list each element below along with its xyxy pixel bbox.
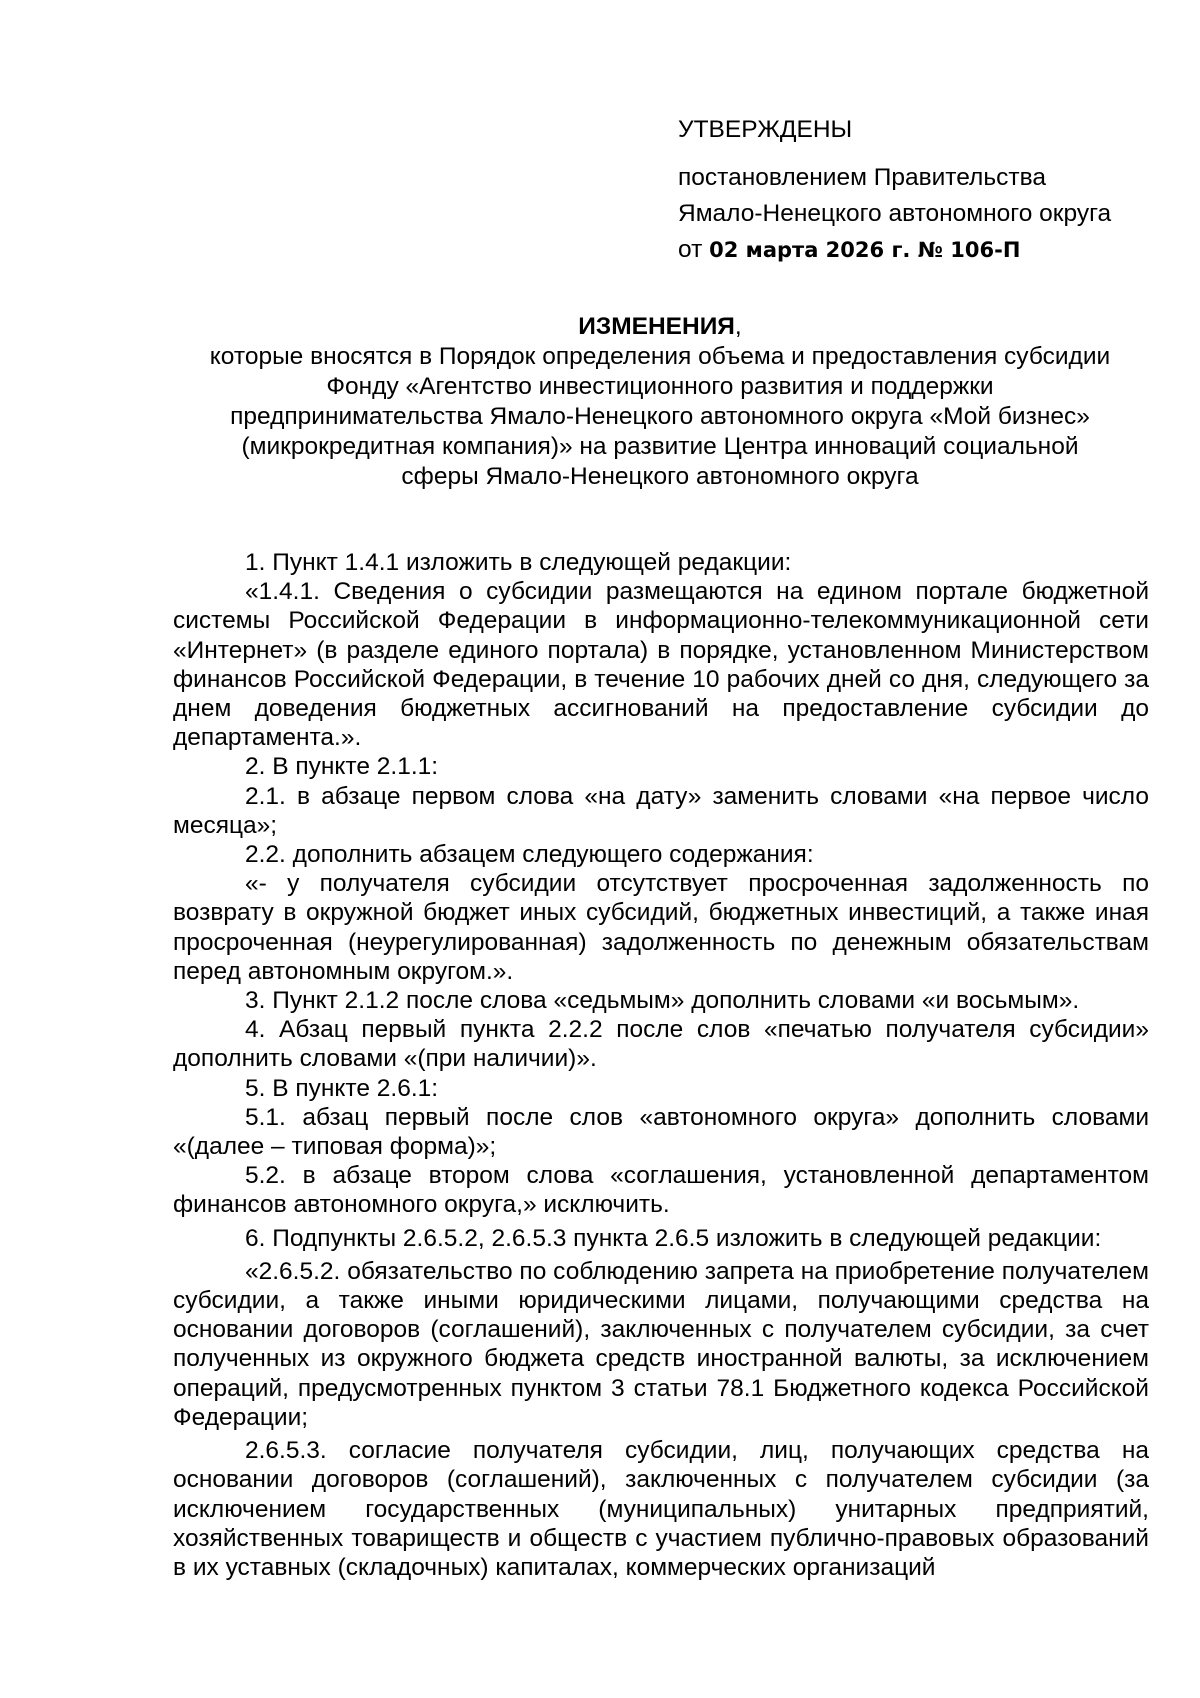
paragraph-5: 5. В пункте 2.6.1: xyxy=(245,1074,439,1102)
approval-line-2: Ямало-Ненецкого автономного округа xyxy=(678,200,1112,227)
paragraph-1-quote: «1.4.1. Сведения о субсидии размещаются на едином портале бюджетной системы Российской Федерации в информационно-телекоммуникационной сети «Интернет» (в разделе единого портала) в порядке, установленном Министерством финансов Российской Федерации, в течение 10 рабочих дней со дня, следующего за днем доведения бюджетных ассигнований на предоставление субсидии до департамента.». xyxy=(173,578,1149,752)
heading-title-suffix: , xyxy=(734,313,742,340)
paragraph-5-2: 5.2. в абзаце втором слова «соглашения, установленной департаментом финансов автономного округа,» исключить. xyxy=(173,1162,1149,1219)
document-heading xyxy=(160,312,1160,492)
approval-date-value: 02 марта 2026 г. № 106-П xyxy=(709,238,1021,262)
paragraph-2-1: 2.1. в абзаце первом слова «на дату» заменить словами «на первое число месяца»; xyxy=(173,782,1149,839)
heading-line-2: Фонду «Агентство инвестиционного развития и поддержки xyxy=(326,373,994,400)
paragraph-6-quote-1: «2.6.5.2. обязательство по соблюдению запрета на приобретение получателем субсидии, а также иными юридическими лицами, получающими средства на основании договоров (соглашений), заключенных с получателем субсидии, за счет полученных из окружного бюджета средств иностранной валюты, за исключением операций, предусмотренных пунктом 3 статьи 78.1 Бюджетного кодекса Российской Федерации; xyxy=(173,1257,1149,1431)
approval-date-line xyxy=(678,232,1148,268)
heading-line-4: (микрокредитная компания)» на развитие Центра инноваций социальной xyxy=(241,433,1079,460)
paragraph-4: 4. Абзац первый пункта 2.2.2 после слов «печатью получателя субсидии» дополнить словами «(при наличии)». xyxy=(173,1016,1149,1073)
heading-line-1: которые вносятся в Порядок определения объема и предоставления субсидии xyxy=(209,343,1111,370)
paragraph-6-quote-2: 2.6.5.3. согласие получателя субсидии, лиц, получающих средства на основании договоров (соглашений), заключенных с получателем субсидии (за исключением государственных (муниципальных) унитарных предприятий, хозяйственных товариществ и обществ с участием публично-правовых образований в их уставных (складочных) капиталах, коммерческих организаций xyxy=(173,1437,1149,1581)
paragraph-2-2-quote: «- у получателя субсидии отсутствует просроченная задолженность по возврату в окружной бюджет иных субсидий, бюджетных инвестиций, а также иная просроченная (неурегулированная) задолженность по денежным обязательствам перед автономным округом.». xyxy=(173,870,1149,985)
heading-line-3: предпринимательства Ямало-Ненецкого автономного округа «Мой бизнес» xyxy=(230,403,1090,430)
heading-title: ИЗМЕНЕНИЯ xyxy=(578,313,735,340)
paragraph-3: 3. Пункт 2.1.2 после слова «седьмым» дополнить словами «и восьмым». xyxy=(245,987,1080,1015)
document-body xyxy=(173,548,1149,1582)
approval-block xyxy=(678,112,1148,268)
paragraph-2-2: 2.2. дополнить абзацем следующего содержания: xyxy=(245,841,814,869)
paragraph-1: 1. Пункт 1.4.1 изложить в следующей редакции: xyxy=(245,549,792,576)
approval-date-prefix: от xyxy=(678,236,710,263)
heading-title-line xyxy=(160,312,1160,342)
paragraph-2: 2. В пункте 2.1.1: xyxy=(245,753,439,781)
paragraph-5-1: 5.1. абзац первый после слов «автономного округа» дополнить словами «(далее – типовая форма)»; xyxy=(173,1103,1149,1161)
approval-label: УТВЕРЖДЕНЫ xyxy=(678,116,853,143)
approval-line-1: постановлением Правительства xyxy=(678,164,1046,191)
paragraph-6: 6. Подпункты 2.6.5.2, 2.6.5.3 пункта 2.6.5 изложить в следующей редакции: xyxy=(245,1224,1102,1252)
heading-line-5: сферы Ямало-Ненецкого автономного округа xyxy=(401,463,919,490)
